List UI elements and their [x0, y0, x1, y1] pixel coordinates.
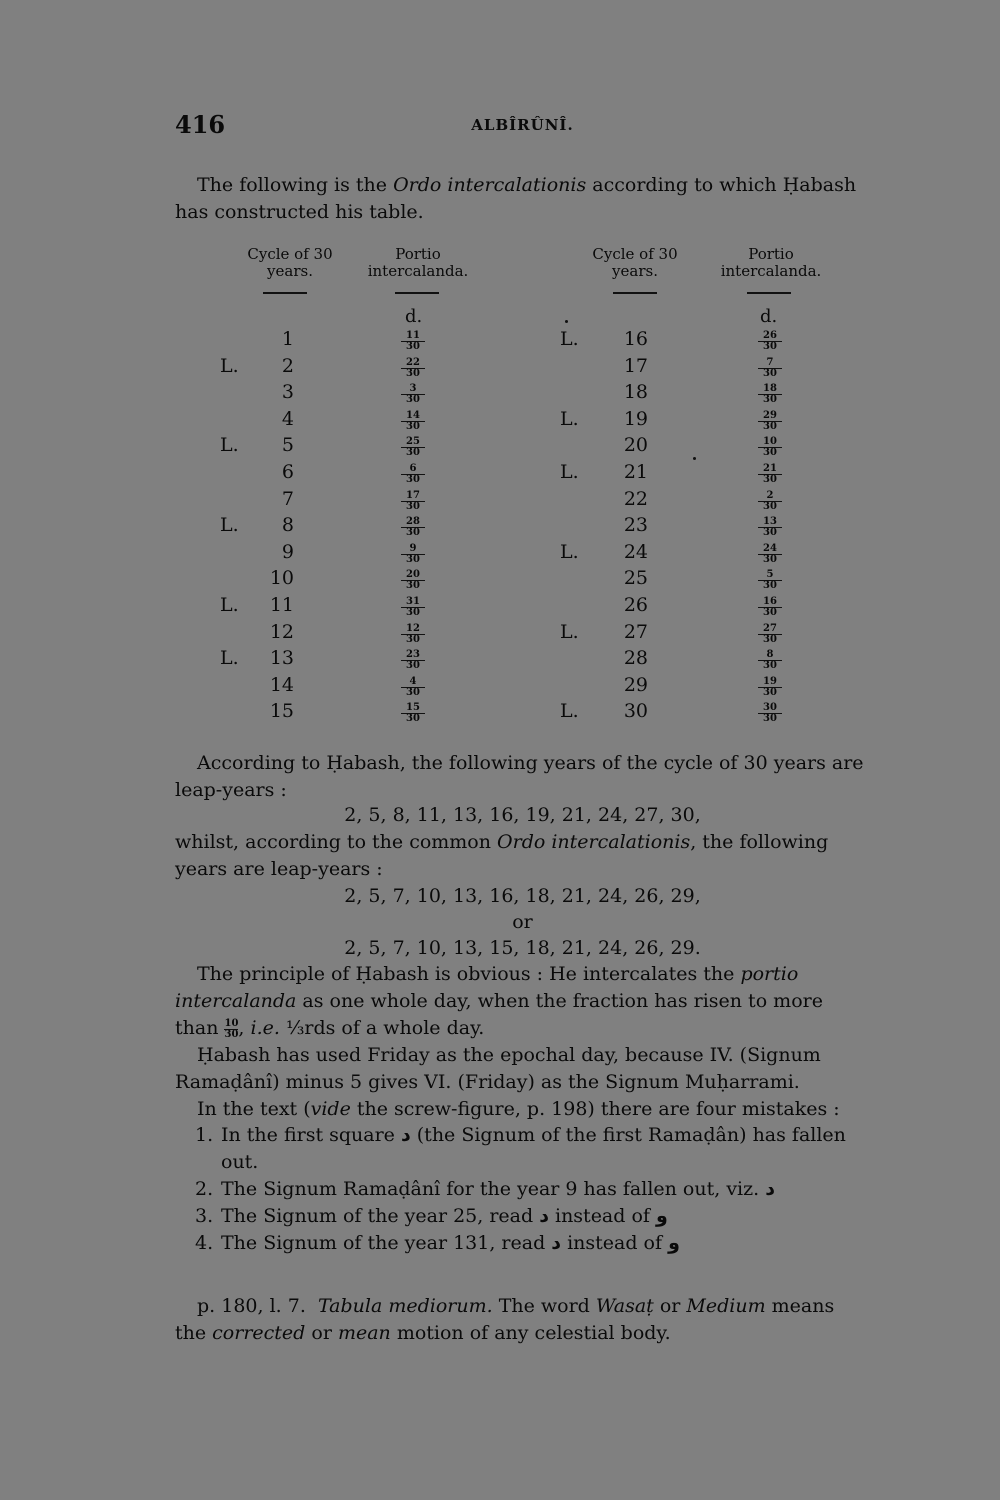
cycle-year: 9	[281, 540, 294, 563]
leap-year-sequence-common-a: 2, 5, 7, 10, 13, 16, 18, 21, 24, 26, 29,	[344, 885, 701, 907]
cycle-year: 13	[269, 647, 294, 670]
fraction-denominator: 30	[763, 713, 777, 725]
col-cycle-heading-right	[570, 246, 700, 280]
fraction-denominator: 30	[406, 420, 420, 432]
cycle-year: 15	[269, 700, 294, 723]
text-run: or	[305, 1322, 338, 1344]
cycle-year: 25	[623, 567, 648, 590]
page-number: 416	[175, 110, 226, 139]
fraction-denominator: 30	[406, 500, 420, 512]
fraction-numerator: 5	[758, 570, 782, 581]
fraction-denominator: 30	[406, 686, 420, 698]
cycle-year: 29	[623, 673, 648, 696]
leap-marker: L.	[220, 434, 239, 457]
intro-text: The following is the	[197, 174, 394, 196]
col-portio-heading-right	[710, 246, 832, 280]
portio-fraction	[758, 411, 782, 432]
portio-fraction	[401, 570, 425, 591]
fraction-numerator: 22	[401, 358, 425, 369]
text-run: The Signum of the year 131, read	[221, 1232, 552, 1254]
portio-fraction	[758, 384, 782, 405]
portio-fraction	[758, 597, 782, 618]
portio-fraction	[401, 331, 425, 352]
fraction-numerator: 25	[401, 437, 425, 448]
fraction-numerator: 17	[401, 491, 425, 502]
fraction-denominator: 30	[406, 607, 420, 618]
fraction-numerator: 24	[758, 544, 782, 555]
list-item	[195, 1176, 870, 1203]
heading-line: intercalanda.	[720, 262, 822, 280]
text-run: instead of	[548, 1205, 656, 1227]
paragraph-epochal-day: Ḥabash has used Friday as the epochal day, because IV. (Signum Ramaḍânî) minus 5 gives VI. (Friday) as the Signum Muḥarrami.	[175, 1044, 821, 1093]
cycle-year: 19	[623, 407, 648, 430]
heading-line: Portio	[748, 245, 794, 263]
fraction-numerator: 2	[758, 491, 782, 502]
text-run: The Signum Ramaḍânî for the year 9 has fallen out, viz.	[221, 1178, 766, 1200]
fraction-numerator: 10	[224, 1017, 239, 1029]
fraction-denominator: 30	[406, 367, 420, 379]
fraction-numerator: 6	[401, 464, 425, 475]
portio-fraction	[401, 677, 425, 698]
arabic-letter: و	[668, 1232, 680, 1254]
portio-fraction	[401, 597, 425, 618]
heading-rule	[747, 292, 791, 294]
cycle-year: 12	[269, 620, 294, 643]
heading-line: Cycle of 30	[592, 245, 678, 263]
cycle-year: 4	[281, 407, 294, 430]
cycle-year: 18	[623, 381, 648, 404]
arabic-letter: د	[539, 1205, 549, 1227]
text-run: (the Signum of the first Ramaḍân) has fallen out.	[221, 1124, 846, 1173]
fraction-numerator: 20	[401, 570, 425, 581]
text-run: The Signum of the year 25, read	[221, 1205, 540, 1227]
fraction-numerator: 13	[758, 517, 782, 528]
intro-text-end: according to which Ḥabash has constructed his table.	[175, 174, 857, 223]
fraction-denominator: 30	[406, 580, 420, 592]
leap-marker: L.	[560, 540, 579, 563]
fraction-numerator: 28	[401, 517, 425, 528]
intro-paragraph	[175, 172, 870, 226]
mistakes-list	[195, 1122, 870, 1257]
cycle-year: 10	[269, 567, 294, 590]
note-reference: p. 180, l. 7.	[197, 1295, 306, 1317]
fraction-numerator: 23	[401, 650, 425, 661]
unit-label-right: d.	[760, 306, 778, 327]
term: vide	[310, 1098, 351, 1120]
fraction-denominator: 30	[406, 527, 420, 539]
term: Ordo intercalationis	[497, 831, 691, 853]
item-number: 2.	[195, 1178, 214, 1200]
portio-fraction	[401, 517, 425, 538]
leap-marker: L.	[220, 514, 239, 537]
leap-marker: L.	[220, 594, 239, 616]
note-tabula-mediorum	[175, 1293, 870, 1347]
list-item	[195, 1203, 870, 1230]
fraction-denominator: 30	[763, 367, 777, 379]
fraction-denominator: 30	[763, 686, 777, 698]
portio-fraction	[401, 650, 425, 671]
fraction-numerator: 30	[758, 703, 782, 714]
paragraph-habash-leap-years: According to Ḥabash, the following years of the cycle of 30 years are leap-years :	[175, 752, 864, 801]
heading-rule	[613, 292, 657, 294]
text-run: In the text (	[197, 1098, 311, 1120]
fraction-numerator: 21	[758, 464, 782, 475]
fraction-denominator: 30	[763, 341, 777, 352]
fraction-denominator: 30	[406, 633, 420, 645]
unit-label-left: d.	[405, 306, 423, 327]
running-head: ALBÎRÛNÎ.	[471, 116, 574, 134]
heading-line: years.	[267, 262, 313, 280]
fraction-numerator: 8	[758, 650, 782, 661]
term: mean	[337, 1322, 391, 1344]
leap-marker: L.	[560, 461, 579, 483]
arabic-letter: د	[551, 1232, 562, 1254]
term: i.e.	[250, 1017, 280, 1039]
fraction-numerator: 4	[401, 677, 425, 688]
fraction-denominator: 30	[406, 474, 420, 485]
cycle-year: 22	[623, 487, 648, 510]
portio-fraction	[758, 358, 782, 379]
fraction-denominator: 30	[763, 580, 777, 592]
item-number: 3.	[195, 1205, 214, 1227]
paragraph-common-ordo	[175, 829, 870, 883]
fraction-denominator: 30	[763, 660, 777, 672]
fraction-denominator: 30	[406, 341, 420, 352]
text-run: motion of any celestial body.	[390, 1322, 671, 1344]
fraction-denominator: 30	[763, 553, 777, 565]
portio-fraction	[401, 384, 425, 405]
portio-fraction	[401, 437, 425, 458]
cycle-year: 27	[623, 620, 648, 643]
fraction-numerator: 19	[758, 677, 782, 688]
portio-fraction	[758, 491, 782, 512]
cycle-year: 17	[623, 354, 648, 377]
portio-fraction	[758, 331, 782, 352]
leap-year-sequence-habash: 2, 5, 8, 11, 13, 16, 19, 21, 24, 27, 30,	[344, 804, 701, 826]
portio-fraction	[401, 358, 425, 379]
portio-fraction	[758, 570, 782, 591]
cycle-year: 28	[623, 647, 648, 670]
fraction-denominator: 30	[763, 527, 777, 539]
cycle-year: 7	[281, 487, 294, 510]
term: Tabula mediorum.	[317, 1295, 493, 1317]
fraction-numerator: 7	[758, 358, 782, 369]
heading-line: Portio	[395, 245, 441, 263]
fraction-numerator: 26	[758, 331, 782, 342]
fraction-denominator: 30	[763, 500, 777, 512]
term: corrected	[212, 1322, 306, 1344]
text-run: means the	[175, 1295, 835, 1344]
cycle-year: 24	[623, 540, 648, 563]
portio-fraction	[401, 624, 425, 645]
fraction-numerator: 9	[401, 544, 425, 555]
portio-fraction	[401, 411, 425, 432]
leap-marker: L.	[560, 700, 579, 723]
text-run: the screw-figure, p. 198) there are four mistakes :	[350, 1098, 840, 1120]
leap-marker: L.	[220, 354, 239, 377]
portio-fraction	[758, 517, 782, 538]
fraction-denominator: 30	[406, 394, 420, 406]
fraction-denominator: 30	[224, 1028, 239, 1040]
portio-fraction	[401, 703, 425, 724]
print-speck	[693, 457, 696, 460]
cycle-year: 20	[623, 434, 648, 457]
fraction-denominator: 30	[406, 660, 420, 672]
cycle-year: 23	[623, 514, 648, 537]
portio-fraction	[758, 703, 782, 724]
fraction-numerator: 31	[401, 597, 425, 608]
portio-fraction	[758, 624, 782, 645]
fraction-denominator: 30	[763, 420, 777, 432]
heading-line: intercalanda.	[367, 262, 469, 280]
portio-fraction	[758, 650, 782, 671]
cycle-year: 14	[269, 673, 294, 696]
paragraph-principle	[175, 961, 870, 1042]
arabic-letter: و	[655, 1205, 668, 1227]
fraction-numerator: 12	[401, 624, 425, 635]
fraction-denominator: 30	[763, 607, 777, 618]
fraction-denominator: 30	[763, 447, 777, 459]
term: portio intercalanda	[175, 963, 799, 1012]
fraction-numerator: 11	[401, 331, 425, 342]
cycle-year: 3	[281, 381, 294, 404]
fraction-denominator: 30	[763, 474, 777, 485]
text-run: , the following years are leap-years :	[175, 831, 829, 880]
fraction-denominator: 30	[763, 394, 777, 406]
arabic-letter: د	[765, 1178, 775, 1200]
cycle-year: 5	[281, 434, 294, 457]
leap-year-sequence-common-b: 2, 5, 7, 10, 13, 15, 18, 21, 24, 26, 29.	[344, 937, 701, 959]
fraction-denominator: 30	[406, 713, 420, 725]
arabic-letter: د	[400, 1124, 411, 1146]
leap-marker: L.	[220, 647, 239, 670]
cycle-year: 30	[623, 700, 648, 723]
term: Wasaṭ	[595, 1295, 654, 1317]
col-cycle-heading-left	[225, 246, 355, 280]
fraction-denominator: 30	[406, 553, 420, 565]
portio-fraction	[758, 544, 782, 565]
leap-marker: L.	[560, 407, 579, 430]
text-run: whilst, according to the common	[175, 831, 498, 853]
fraction-numerator: 3	[401, 384, 425, 395]
paragraph-mistakes-intro	[175, 1096, 870, 1123]
inline-fraction	[224, 1019, 238, 1040]
text-run: In the first square	[221, 1124, 401, 1146]
text-run: or	[653, 1295, 687, 1317]
text-run: The principle of Ḥabash is obvious : He intercalates the	[197, 963, 741, 985]
leap-marker: L.	[560, 620, 579, 643]
portio-fraction	[758, 464, 782, 485]
leap-marker: L.	[560, 328, 579, 350]
cycle-year: 8	[281, 514, 294, 537]
cycle-year: 16	[623, 328, 648, 350]
portio-fraction	[758, 677, 782, 698]
text-run: instead of	[561, 1232, 669, 1254]
col-portio-heading-left	[358, 246, 478, 280]
fraction-numerator: 10	[758, 437, 782, 448]
heading-line: Cycle of 30	[247, 245, 333, 263]
term: Medium	[686, 1295, 766, 1317]
fraction-numerator: 29	[758, 411, 782, 422]
cycle-year: 1	[281, 328, 294, 350]
text-run: ⅓rds of a whole day.	[279, 1017, 485, 1039]
fraction-denominator: 30	[406, 447, 420, 459]
cycle-year: 6	[281, 461, 294, 483]
text-run: The word	[492, 1295, 596, 1317]
portio-fraction	[758, 437, 782, 458]
heading-line: years.	[612, 262, 658, 280]
portio-fraction	[401, 464, 425, 485]
fraction-numerator: 27	[758, 624, 782, 635]
intro-term: Ordo intercalationis	[393, 174, 587, 196]
list-item	[195, 1230, 870, 1257]
or-separator: or	[512, 911, 533, 933]
portio-fraction	[401, 544, 425, 565]
item-number: 4.	[195, 1232, 214, 1254]
fraction-denominator: 30	[763, 633, 777, 645]
heading-rule	[395, 292, 439, 294]
heading-rule	[263, 292, 307, 294]
print-speck	[565, 320, 568, 323]
cycle-year: 26	[623, 594, 648, 616]
text-run: as one whole day, when the fraction has risen to more than	[175, 990, 823, 1039]
item-number: 1.	[195, 1124, 214, 1146]
portio-fraction	[401, 491, 425, 512]
fraction-numerator: 16	[758, 597, 782, 608]
fraction-numerator: 14	[401, 411, 425, 422]
fraction-numerator: 18	[758, 384, 782, 395]
cycle-year: 11	[269, 594, 294, 616]
fraction-numerator: 15	[401, 703, 425, 714]
page-header	[175, 110, 870, 146]
list-item	[195, 1122, 870, 1176]
text-run: ,	[238, 1017, 251, 1039]
cycle-year: 21	[623, 461, 648, 483]
cycle-year: 2	[281, 354, 294, 377]
